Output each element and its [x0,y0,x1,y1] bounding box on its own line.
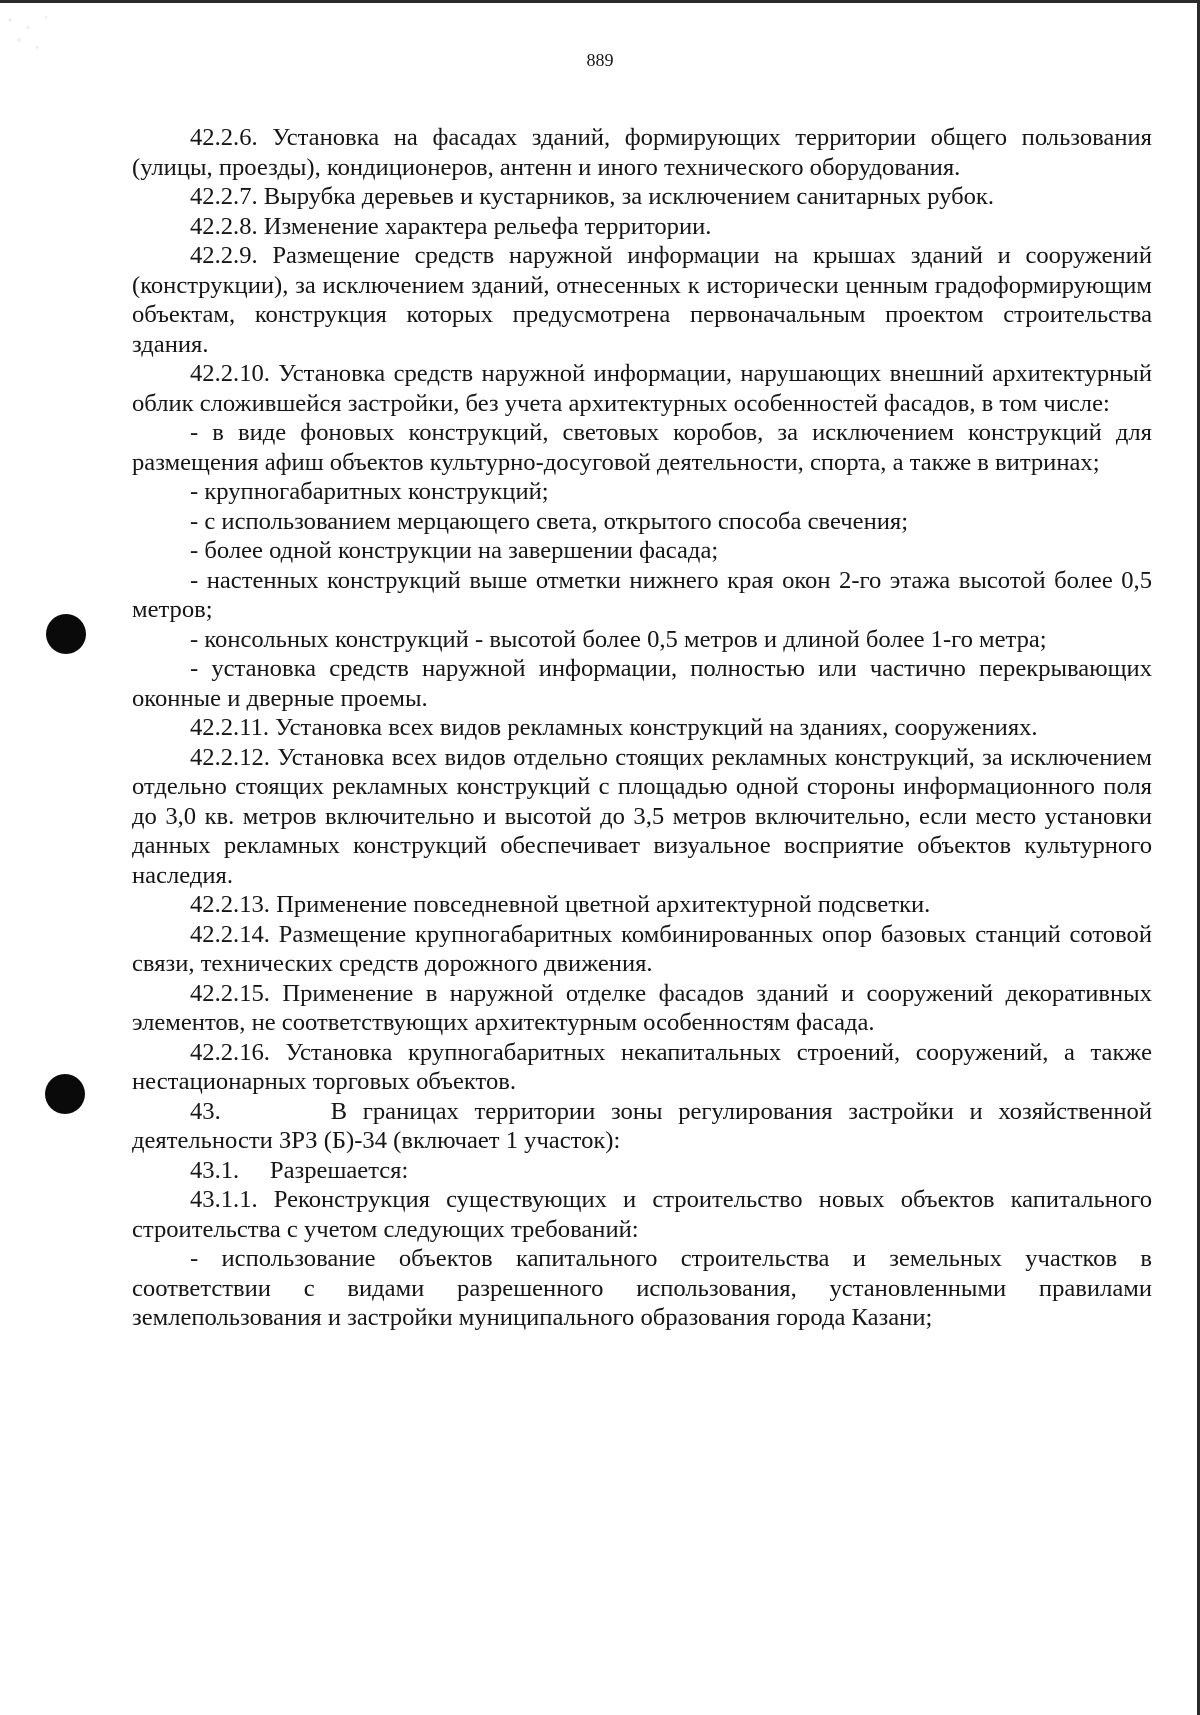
list-item: - установка средств наружной информации, полностью или частично перекрывающих оконные и дверные проемы. [132,655,1152,712]
paragraph: 42.2.16. Установка крупногабаритных некапитальных строений, сооружений, а также нестационарных торговых объектов. [132,1038,1152,1095]
paragraph: 42.2.15. Применение в наружной отделке фасадов зданий и сооружений декоративных элементов, не соответствующих архитектурным особенностям фасада. [132,979,1152,1036]
paragraph: 42.2.9. Размещение средств наружной информации на крышах зданий и сооружений (конструкции), за исключением зданий, отнесенных к исторически ценным градоформирующим объектам, конструкция которых предусмотрена первоначальным проектом строительства здания. [132,242,1152,358]
document-body [132,123,1159,1333]
list-item: - консольных конструкций - высотой более 0,5 метров и длиной более 1-го метра; [190,625,1047,653]
punch-hole [46,614,86,654]
paragraph: 42.2.7. Вырубка деревьев и кустарников, за исключением санитарных рубок. [190,183,995,210]
paragraph: 42.2.10. Установка средств наружной информации, нарушающих внешний архитектурный облик сложившейся застройки, без учета архитектурных особенностей фасадов, в том числе: [132,360,1152,417]
paragraph: 42.2.11. Установка всех видов рекламных конструкций на зданиях, сооружениях. [190,714,1038,741]
scan-edge-top [0,0,1200,3]
list-item: - использование объектов капитального строительства и земельных участков в соответствии с видами разрешенного использования, установленными правилами землепользования и застройки муниципального образования города Казани; [132,1245,1152,1331]
paragraph: 42.2.13. Применение повседневной цветной архитектурной подсветки. [190,891,931,918]
paragraph: 42.2.8. Изменение характера рельефа территории. [190,212,712,240]
page-number: 889 [586,50,614,70]
list-item: - крупногабаритных конструкций; [190,478,549,505]
paragraph: 42.2.14. Размещение крупногабаритных комбинированных опор базовых станций сотовой связи, технических средств дорожного движения. [132,920,1152,977]
paragraph: 42.2.12. Установка всех видов отдельно стоящих рекламных конструкций, за исключением отдельно стоящих рекламных конструкций с площадью одной стороны информационного поля до 3,0 кв. метров включительно и высотой до 3,5 метров включительно, если место установки данных рекламных конструкций обеспечивает визуальное восприятие объектов культурного наследия. [132,743,1152,889]
subsection-heading: 43.1. Разрешается: [190,1156,409,1184]
punch-hole [45,1074,85,1114]
list-item: - более одной конструкции на завершении фасада; [190,537,719,564]
section-heading: 43. В границах территории зоны регулирования застройки и хозяйственной деятельности ЗРЗ (Б)-34 (включает 1 участок): [132,1097,1159,1154]
paragraph: 43.1.1. Реконструкция существующих и строительство новых объектов капитального строительства с учетом следующих требований: [132,1186,1152,1243]
paragraph: 42.2.6. Установка на фасадах зданий, формирующих территории общего пользования (улицы, проезды), кондиционеров, антенн и иного технического оборудования. [132,124,1152,181]
list-item: - в виде фоновых конструкций, световых коробов, за исключением конструкций для размещения афиш объектов культурно-досуговой деятельности, спорта, а также в витринах; [132,419,1152,476]
list-item: - настенных конструкций выше отметки нижнего края окон 2-го этажа высотой более 0,5 метров; [132,566,1152,623]
list-item: - с использованием мерцающего света, открытого способа свечения; [190,507,909,535]
